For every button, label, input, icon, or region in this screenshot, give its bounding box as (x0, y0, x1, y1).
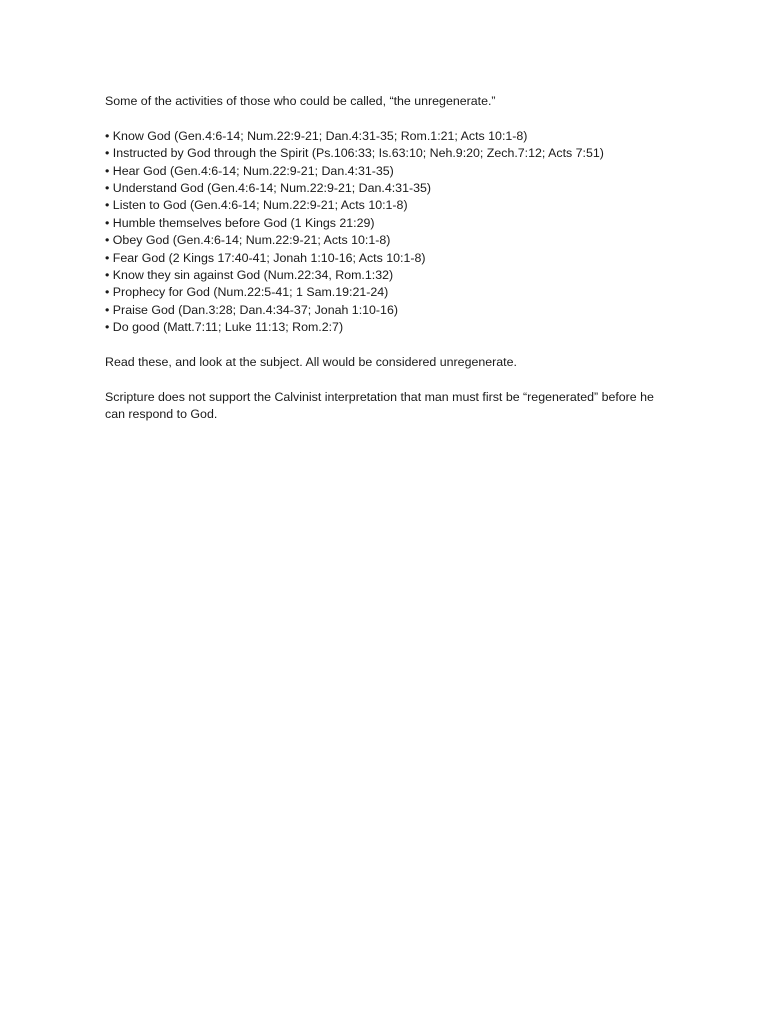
bullet-glyph: • (105, 302, 110, 317)
list-item-text: Praise God (Dan.3:28; Dan.4:34-37; Jonah 1:10-16) (112, 302, 398, 317)
list-item (105, 163, 675, 180)
list-item-text: Instructed by God through the Spirit (Ps.106:33; Is.63:10; Neh.9:20; Zech.7:12; Acts 7:51) (112, 146, 604, 161)
bullet-glyph: • (105, 128, 110, 143)
list-item (105, 145, 675, 162)
intro-paragraph: Some of the activities of those who could be called, “the unregenerate.” (105, 94, 496, 108)
list-item (105, 197, 675, 214)
list-item (105, 267, 675, 284)
bullet-glyph: • (105, 215, 110, 230)
list-item-text: Know they sin against God (Num.22:34, Rom.1:32) (112, 268, 394, 283)
list-item (105, 215, 675, 232)
list-item-text: Obey God (Gen.4:6-14; Num.22:9-21; Acts 10:1-8) (112, 233, 391, 248)
list-item-text: Fear God (2 Kings 17:40-41; Jonah 1:10-16; Acts 10:1-8) (112, 250, 426, 265)
list-item (105, 284, 675, 301)
list-item (105, 180, 675, 197)
document-page (105, 93, 675, 424)
spacer (105, 371, 675, 388)
list-item-text: Hear God (Gen.4:6-14; Num.22:9-21; Dan.4:31-35) (112, 163, 394, 178)
bullet-glyph: • (105, 320, 110, 335)
list-item-text: Understand God (Gen.4:6-14; Num.22:9-21; Dan.4:31-35) (112, 181, 432, 196)
bullet-glyph: • (105, 285, 110, 300)
bullet-glyph: • (105, 181, 110, 196)
activity-list (105, 128, 675, 337)
bullet-glyph: • (105, 198, 110, 213)
spacer (105, 110, 675, 127)
summary-paragraph: Read these, and look at the subject. All would be considered unregenerate. (105, 355, 517, 370)
conclusion-paragraph: Scripture does not support the Calvinist interpretation that man must first be “regenerated” before he can respond to God. (105, 389, 654, 422)
list-item-text: Know God (Gen.4:6-14; Num.22:9-21; Dan.4:31-35; Rom.1:21; Acts 10:1-8) (112, 128, 528, 143)
list-item-text: Do good (Matt.7:11; Luke 11:13; Rom.2:7) (112, 320, 344, 335)
list-item (105, 128, 675, 145)
bullet-glyph: • (105, 163, 110, 178)
list-item (105, 250, 675, 267)
list-item-text: Humble themselves before God (1 Kings 21:29) (112, 215, 375, 230)
list-item-text: Prophecy for God (Num.22:5-41; 1 Sam.19:21-24) (112, 285, 389, 300)
bullet-glyph: • (105, 268, 110, 283)
bullet-glyph: • (105, 233, 110, 248)
bullet-glyph: • (105, 146, 110, 161)
spacer (105, 337, 675, 354)
list-item (105, 232, 675, 249)
list-item-text: Listen to God (Gen.4:6-14; Num.22:9-21; Acts 10:1-8) (112, 198, 408, 213)
bullet-glyph: • (105, 250, 110, 265)
list-item (105, 302, 675, 319)
list-item (105, 319, 675, 336)
